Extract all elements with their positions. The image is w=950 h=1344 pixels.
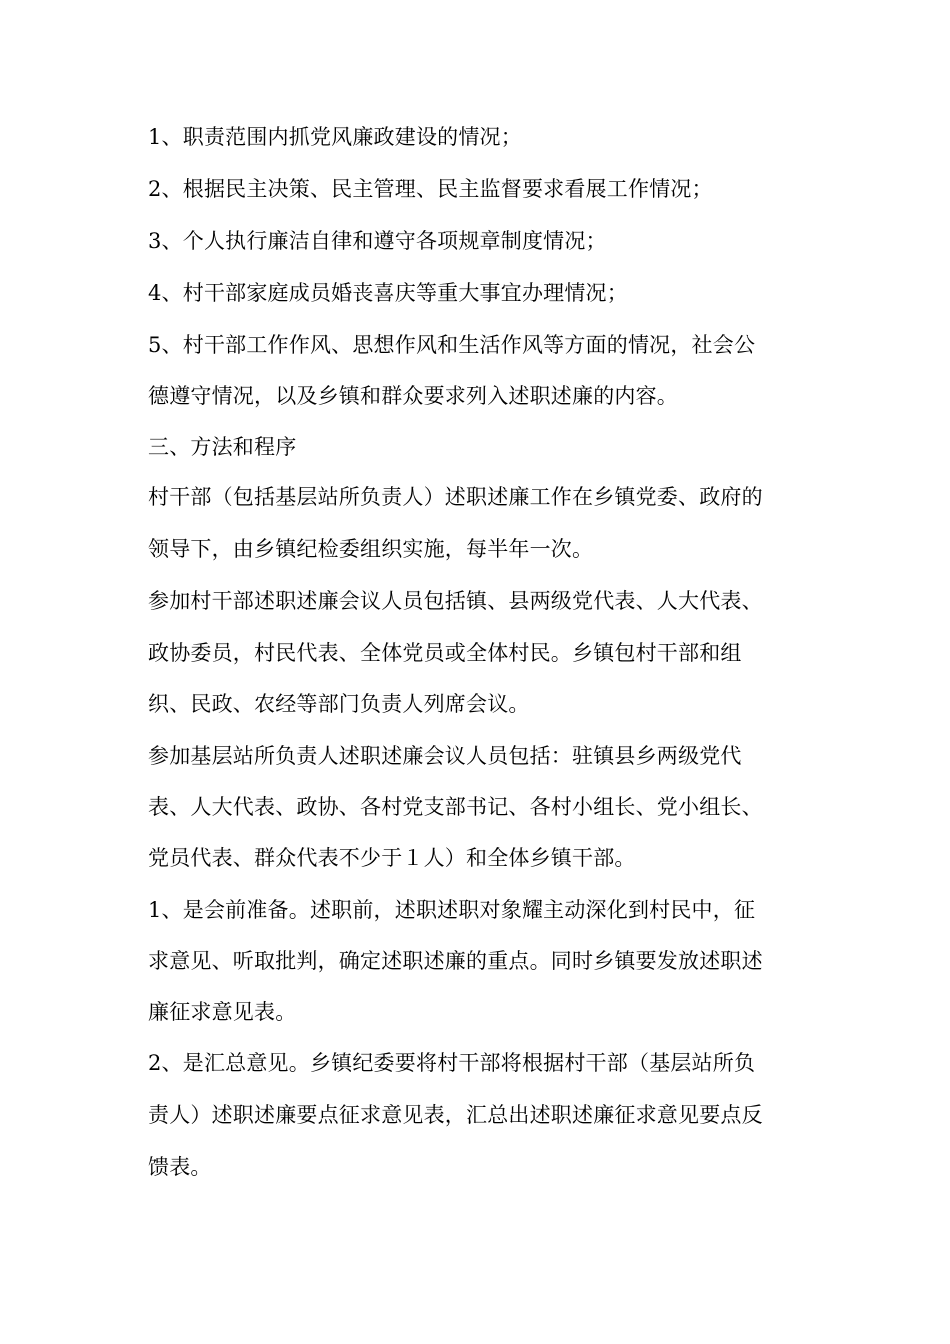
text-line: 村干部（包括基层站所负责人）述职述廉工作在乡镇党委、政府的	[148, 485, 763, 509]
text-line: 参加村干部述职述廉会议人员包括镇、县两级党代表、人大代表、	[148, 589, 763, 613]
text-line: 参加基层站所负责人述职述廉会议人员包括：驻镇县乡两级党代	[148, 744, 742, 768]
text-line: 责人）述职述廉要点征求意见表，汇总出述职述廉征求意见要点反	[148, 1103, 763, 1127]
text-line: 1、是会前准备。述职前，述职述职对象耀主动深化到村民中，征	[148, 898, 756, 922]
text-line: 领导下，由乡镇纪检委组织实施，每半年一次。	[148, 537, 594, 561]
text-line: 2、是汇总意见。乡镇纪委要将村干部将根据村干部（基层站所负	[148, 1051, 756, 1075]
text-line: 馈表。	[148, 1155, 212, 1179]
text-line: 1、职责范围内抓党风廉政建设的情况；	[148, 125, 522, 149]
text-line: 织、民政、农经等部门负责人列席会议。	[148, 692, 530, 716]
text-line: 党员代表、群众代表不少于１人）和全体乡镇干部。	[148, 846, 636, 870]
text-line: 表、人大代表、政协、各村党支部书记、各村小组长、党小组长、	[148, 795, 763, 819]
text-line: 德遵守情况，以及乡镇和群众要求列入述职述廉的内容。	[148, 384, 678, 408]
text-line: 2、根据民主决策、民主管理、民主监督要求看展工作情况；	[148, 177, 713, 201]
text-line: 廉征求意见表。	[148, 1000, 297, 1024]
text-line: 4、村干部家庭成员婚丧喜庆等重大事宜办理情况；	[148, 281, 628, 305]
text-line: 3、个人执行廉洁自律和遵守各项规章制度情况；	[148, 229, 607, 253]
text-line: 5、村干部工作作风、思想作风和生活作风等方面的情况，社会公	[148, 333, 756, 357]
section-heading: 三、方法和程序	[148, 435, 297, 459]
text-line: 求意见、听取批判，确定述职述廉的重点。同时乡镇要发放述职述	[148, 949, 763, 973]
text-line: 政协委员，村民代表、全体党员或全体村民。乡镇包村干部和组	[148, 641, 742, 665]
